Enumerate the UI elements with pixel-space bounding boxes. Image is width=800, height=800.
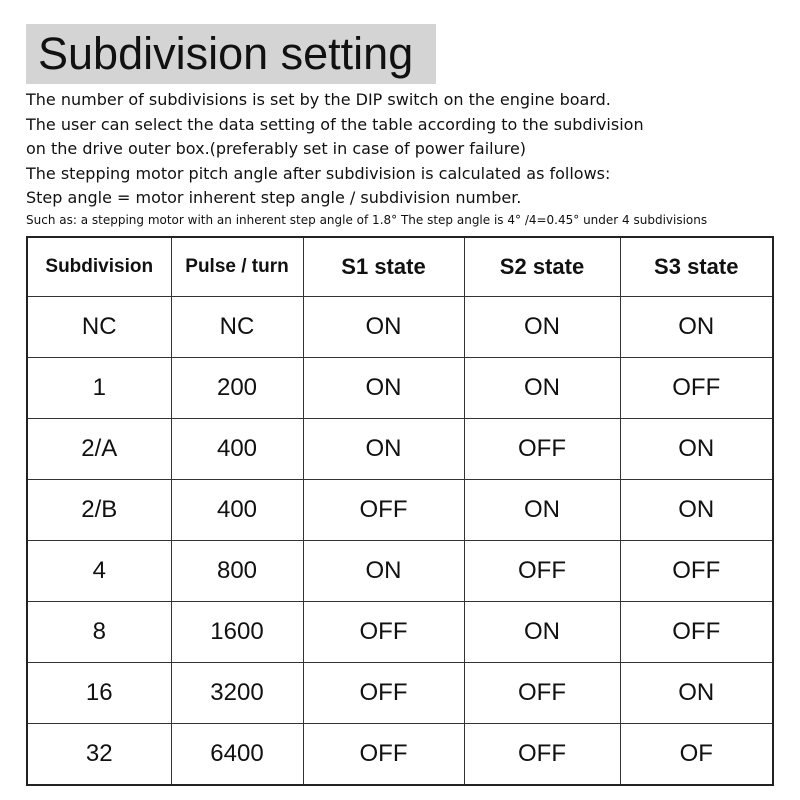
cell-s1: OFF [303, 602, 464, 663]
header-subdivision: Subdivision [27, 237, 171, 297]
cell-subdivision: NC [27, 297, 171, 358]
cell-s2: OFF [464, 419, 620, 480]
cell-s3: ON [620, 480, 773, 541]
cell-s3: ON [620, 297, 773, 358]
description-block [26, 88, 786, 229]
cell-s3: OF [620, 724, 773, 786]
cell-s2: OFF [464, 724, 620, 786]
cell-subdivision: 32 [27, 724, 171, 786]
table-row [27, 602, 773, 663]
cell-s1: OFF [303, 663, 464, 724]
cell-s2: ON [464, 480, 620, 541]
header-s2-state: S2 state [464, 237, 620, 297]
table-row [27, 541, 773, 602]
cell-subdivision: 2/B [27, 480, 171, 541]
cell-pulse: 200 [171, 358, 303, 419]
cell-subdivision: 4 [27, 541, 171, 602]
cell-s1: ON [303, 297, 464, 358]
header-s1-state: S1 state [303, 237, 464, 297]
title-banner [26, 24, 436, 84]
table-row [27, 480, 773, 541]
cell-pulse: 800 [171, 541, 303, 602]
cell-s1: ON [303, 358, 464, 419]
cell-subdivision: 8 [27, 602, 171, 663]
description-line: The user can select the data setting of the table according to the subdivision [26, 114, 644, 134]
cell-subdivision: 16 [27, 663, 171, 724]
cell-s2: OFF [464, 663, 620, 724]
cell-s3: ON [620, 419, 773, 480]
description-line: The number of subdivisions is set by the DIP switch on the engine board. [26, 90, 611, 109]
header-pulse-turn: Pulse / turn [171, 237, 303, 297]
cell-pulse: 400 [171, 419, 303, 480]
cell-s2: ON [464, 358, 620, 419]
table-row [27, 419, 773, 480]
cell-s2: ON [464, 602, 620, 663]
cell-pulse: NC [171, 297, 303, 358]
table-row [27, 663, 773, 724]
cell-s2: ON [464, 297, 620, 358]
table-header-row [27, 237, 773, 297]
description-line: Step angle = motor inherent step angle / subdivision number. [26, 188, 522, 208]
cell-s3: ON [620, 663, 773, 724]
header-s3-state: S3 state [620, 237, 773, 297]
cell-subdivision: 2/A [27, 419, 171, 480]
cell-pulse: 1600 [171, 602, 303, 663]
page-title: Subdivision setting [38, 28, 414, 79]
description-line: on the drive outer box.(preferably set in case of power failure) [26, 139, 527, 159]
cell-s1: OFF [303, 480, 464, 541]
cell-s3: OFF [620, 541, 773, 602]
table-row [27, 358, 773, 419]
table-row [27, 724, 773, 786]
cell-s1: OFF [303, 724, 464, 786]
cell-s1: ON [303, 541, 464, 602]
description-line: The stepping motor pitch angle after subdivision is calculated as follows: [26, 163, 611, 183]
cell-s1: ON [303, 419, 464, 480]
cell-pulse: 3200 [171, 663, 303, 724]
table-row [27, 297, 773, 358]
example-note: Such as: a stepping motor with an inherent step angle of 1.8° The step angle is 4° /4=0.45° under 4 subdivisions [26, 212, 708, 227]
cell-pulse: 400 [171, 480, 303, 541]
cell-pulse: 6400 [171, 724, 303, 786]
cell-subdivision: 1 [27, 358, 171, 419]
cell-s3: OFF [620, 602, 773, 663]
subdivision-table [26, 236, 774, 786]
cell-s3: OFF [620, 358, 773, 419]
cell-s2: OFF [464, 541, 620, 602]
